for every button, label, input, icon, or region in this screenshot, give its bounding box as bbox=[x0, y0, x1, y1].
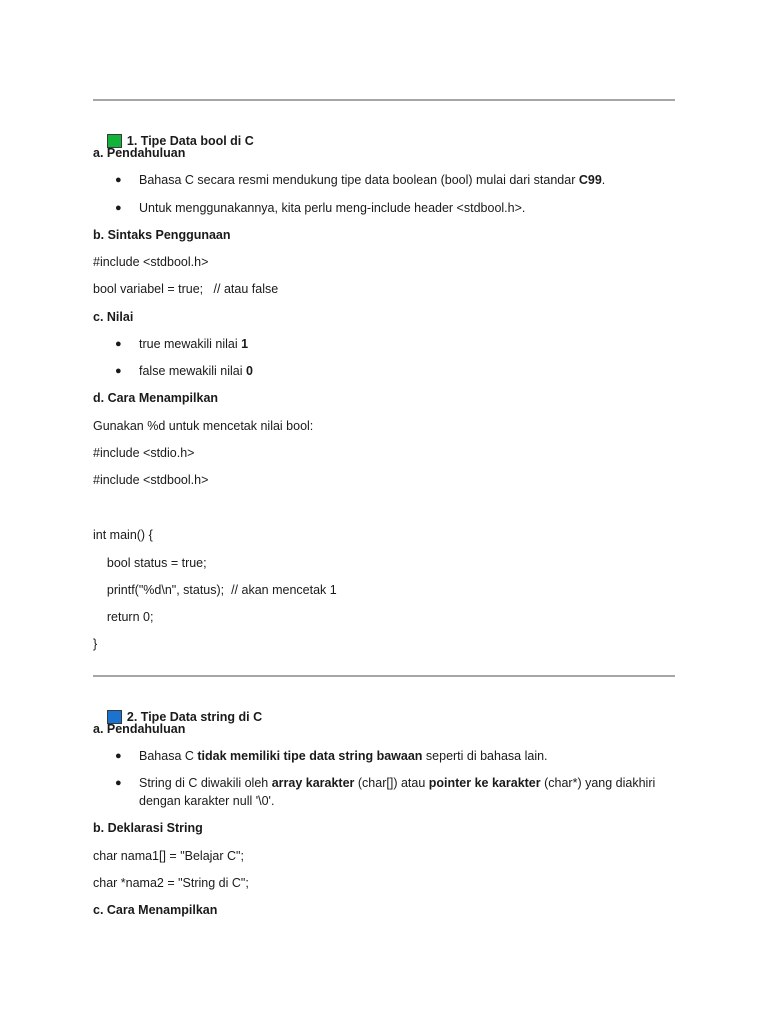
code-line: return 0; bbox=[93, 610, 154, 624]
bullet-dot-icon: ● bbox=[115, 365, 122, 377]
code-line: printf("%d\n", status); // akan mencetak 1 bbox=[93, 583, 337, 597]
code-line: char *nama2 = "String di C"; bbox=[93, 876, 249, 890]
section1-a-bullet1: Bahasa C secara resmi mendukung tipe data boolean (bool) mulai dari standar C99. bbox=[139, 173, 606, 187]
horizontal-rule bbox=[93, 99, 675, 101]
section1-heading: 1. Tipe Data bool di C bbox=[93, 117, 254, 165]
code-line: int main() { bbox=[93, 528, 153, 542]
section2-a-bullet1: Bahasa C tidak memiliki tipe data string bawaan seperti di bahasa lain. bbox=[139, 749, 548, 763]
bullet-dot-icon: ● bbox=[115, 777, 122, 789]
code-line: #include <stdio.h> bbox=[93, 446, 195, 460]
code-line: bool variabel = true; // atau false bbox=[93, 282, 279, 296]
section1-d-heading: d. Cara Menampilkan bbox=[93, 391, 219, 405]
section2-a-heading: a. Pendahuluan bbox=[93, 722, 186, 736]
section1-c-heading: c. Nilai bbox=[93, 310, 134, 324]
section1-a-heading: a. Pendahuluan bbox=[93, 146, 186, 160]
horizontal-rule bbox=[93, 675, 675, 677]
section1-c-bullet2: false mewakili nilai 0 bbox=[139, 364, 253, 378]
section1-c-bullet1: true mewakili nilai 1 bbox=[139, 337, 249, 351]
bullet-dot-icon: ● bbox=[115, 202, 122, 214]
bullet-dot-icon: ● bbox=[115, 338, 122, 350]
code-line: #include <stdbool.h> bbox=[93, 473, 209, 487]
section2-heading: 2. Tipe Data string di C bbox=[93, 693, 262, 741]
section2-a-bullet2: String di C diwakili oleh array karakter (char[]) atau pointer ke karakter (char*) yang diakhiri dengan karakter null '\0'. bbox=[139, 776, 656, 808]
section2-c-heading: c. Cara Menampilkan bbox=[93, 903, 218, 917]
bullet-dot-icon: ● bbox=[115, 750, 122, 762]
bullet-dot-icon: ● bbox=[115, 174, 122, 186]
section1-b-heading: b. Sintaks Penggunaan bbox=[93, 228, 231, 242]
code-line: } bbox=[93, 637, 98, 651]
code-line: #include <stdbool.h> bbox=[93, 255, 209, 269]
section1-d-intro: Gunakan %d untuk mencetak nilai bool: bbox=[93, 419, 314, 433]
code-line: char nama1[] = "Belajar C"; bbox=[93, 849, 244, 863]
section1-a-bullet2: Untuk menggunakannya, kita perlu meng-include header <stdbool.h>. bbox=[139, 201, 526, 215]
code-line: bool status = true; bbox=[93, 556, 207, 570]
section2-b-heading: b. Deklarasi String bbox=[93, 821, 203, 835]
